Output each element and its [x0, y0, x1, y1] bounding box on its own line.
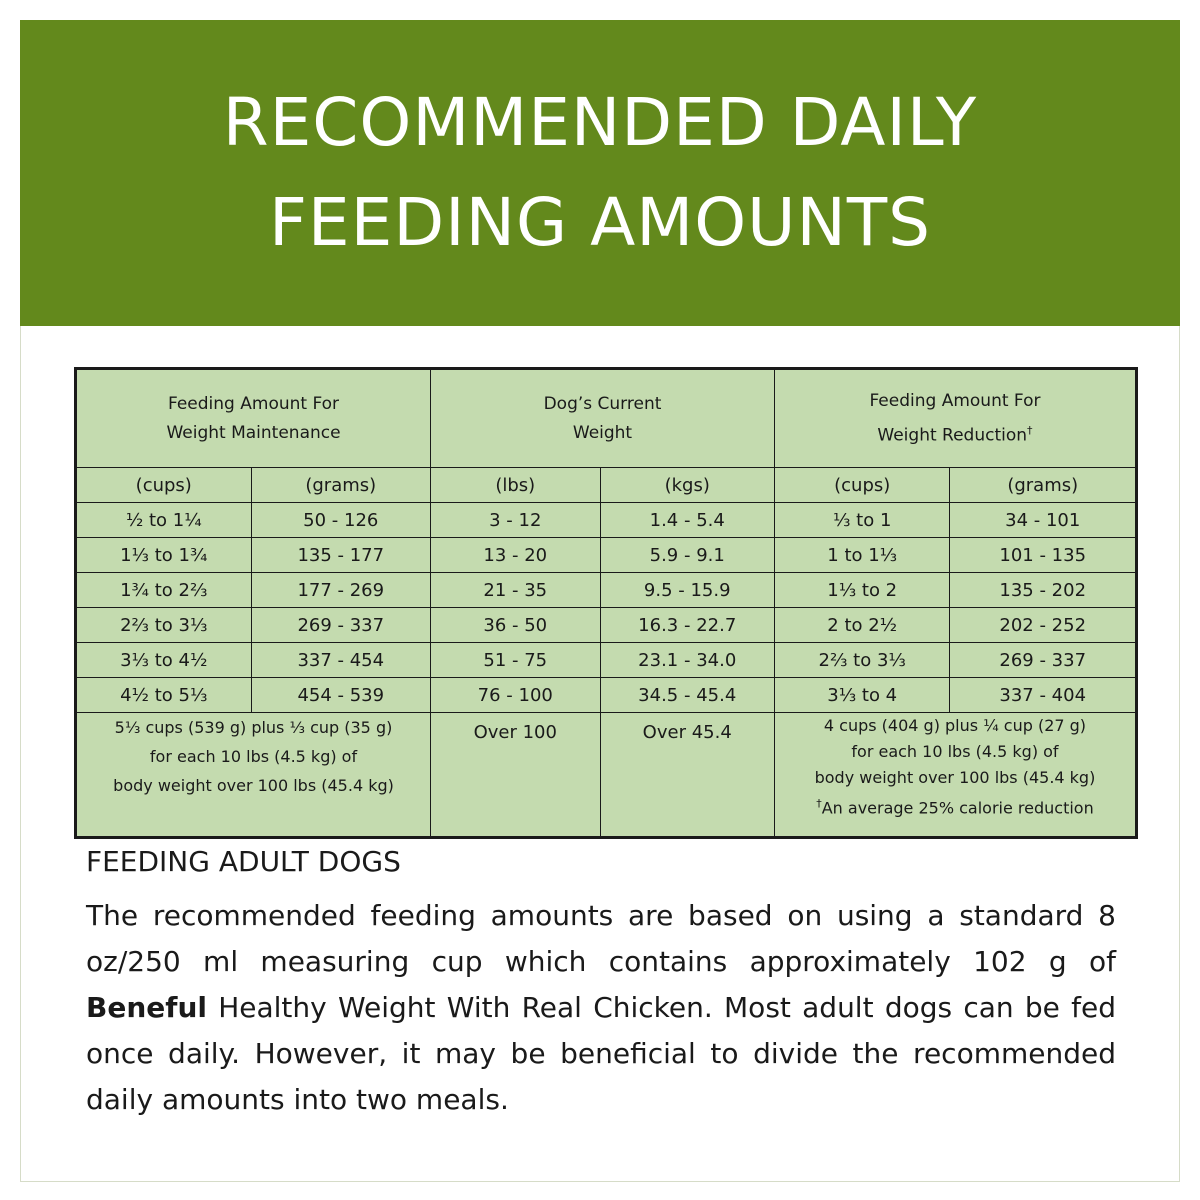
paragraph-text-1: The recommended feeding amounts are based on using a standard 8 oz/250 ml measuring cup which contains approximately 102 g of — [86, 899, 1116, 978]
table-cell: 21 - 35 — [431, 573, 600, 608]
table-cell: 177 - 269 — [251, 573, 431, 608]
unit-lbs: (lbs) — [431, 468, 600, 503]
maintenance-note-line-3: body weight over 100 lbs (45.4 kg) — [113, 776, 394, 795]
unit-grams: (grams) — [251, 468, 431, 503]
footnote-text: An average 25% calorie reduction — [821, 798, 1094, 818]
reduction-note-line-1: 4 cups (404 g) plus ¼ cup (27 g) — [823, 716, 1087, 735]
reduction-header-line-2 — [775, 416, 1135, 451]
table-cell: 1⅓ to 1¾ — [76, 538, 252, 573]
maintenance-over-100-note — [76, 713, 431, 838]
maintenance-note-line-2: for each 10 lbs (4.5 kg) of — [149, 747, 358, 766]
maintenance-note-line-1: 5⅓ cups (539 g) plus ⅓ cup (35 g) — [114, 718, 393, 737]
banner-title-line-2: FEEDING AMOUNTS — [268, 184, 932, 261]
table-cell: 1⅓ to 2 — [774, 573, 950, 608]
table-cell: 454 - 539 — [251, 678, 431, 713]
weight-header-line-2: Weight — [572, 422, 633, 443]
unit-cups: (cups) — [76, 468, 252, 503]
table-footer-row — [76, 713, 1137, 838]
table-cell: 3 - 12 — [431, 503, 600, 538]
section-title: FEEDING ADULT DOGS — [86, 845, 401, 878]
table-row — [76, 573, 1137, 608]
table-cell: 9.5 - 15.9 — [600, 573, 774, 608]
table-cell: 34.5 - 45.4 — [600, 678, 774, 713]
calorie-reduction-footnote — [775, 791, 1135, 821]
weight-header-line-1: Dog’s Current — [543, 393, 662, 414]
table-cell: 2 to 2½ — [774, 608, 950, 643]
maintenance-header-line-2: Weight Maintenance — [166, 422, 341, 443]
over-lbs-cell: Over 100 — [431, 713, 600, 838]
table-cell: 5.9 - 9.1 — [600, 538, 774, 573]
unit-kgs: (kgs) — [600, 468, 774, 503]
table-cell: 135 - 202 — [950, 573, 1137, 608]
table-cell: 50 - 126 — [251, 503, 431, 538]
table-row — [76, 608, 1137, 643]
reduction-note-line-2: for each 10 lbs (4.5 kg) of — [851, 742, 1059, 761]
table-cell: 1.4 - 5.4 — [600, 503, 774, 538]
reduction-header-text: Weight Reduction — [877, 425, 1028, 446]
table-row — [76, 678, 1137, 713]
table-cell: 23.1 - 34.0 — [600, 643, 774, 678]
table-cell: 3⅓ to 4 — [774, 678, 950, 713]
brand-name: Beneful — [86, 991, 207, 1024]
table-cell: 36 - 50 — [431, 608, 600, 643]
table-cell: 1 to 1⅓ — [774, 538, 950, 573]
reduction-group-header — [774, 369, 1136, 468]
unit-grams-reduction: (grams) — [950, 468, 1137, 503]
table-cell: ½ to 1¼ — [76, 503, 252, 538]
table-cell: 13 - 20 — [431, 538, 600, 573]
table-row — [76, 643, 1137, 678]
table-cell: 135 - 177 — [251, 538, 431, 573]
banner-title-line-1: RECOMMENDED DAILY — [222, 84, 978, 161]
table-cell: 202 - 252 — [950, 608, 1137, 643]
title-banner — [20, 20, 1180, 326]
over-kgs-cell: Over 45.4 — [600, 713, 774, 838]
table-cell: 76 - 100 — [431, 678, 600, 713]
reduction-over-100-note — [774, 713, 1136, 838]
table-cell: 337 - 454 — [251, 643, 431, 678]
table-cell: 2⅔ to 3⅓ — [76, 608, 252, 643]
feeding-table — [74, 367, 1138, 839]
table-cell: ⅓ to 1 — [774, 503, 950, 538]
table-cell: 337 - 404 — [950, 678, 1137, 713]
feeding-paragraph — [86, 893, 1116, 1123]
maintenance-group-header — [76, 369, 431, 468]
table-row — [76, 538, 1137, 573]
reduction-header-line-1: Feeding Amount For — [869, 390, 1041, 411]
table-cell: 101 - 135 — [950, 538, 1137, 573]
unit-cups-reduction: (cups) — [774, 468, 950, 503]
dagger-mark: † — [816, 797, 822, 810]
table-cell: 34 - 101 — [950, 503, 1137, 538]
table-units-row — [76, 468, 1137, 503]
table-cell: 4½ to 5⅓ — [76, 678, 252, 713]
table-cell: 51 - 75 — [431, 643, 600, 678]
dagger-mark: † — [1027, 423, 1033, 437]
maintenance-header-line-1: Feeding Amount For — [168, 393, 340, 414]
table-cell: 16.3 - 22.7 — [600, 608, 774, 643]
reduction-note-line-3: body weight over 100 lbs (45.4 kg) — [814, 768, 1096, 787]
table-cell: 269 - 337 — [950, 643, 1137, 678]
paragraph-text-2: Healthy Weight With Real Chicken. Most adult dogs can be fed once daily. However, it may be beneficial to divide the recommended daily amounts into two meals. — [86, 991, 1116, 1116]
table-cell: 1¾ to 2⅔ — [76, 573, 252, 608]
weight-group-header — [431, 369, 775, 468]
table-cell: 269 - 337 — [251, 608, 431, 643]
table-cell: 2⅔ to 3⅓ — [774, 643, 950, 678]
table-row — [76, 503, 1137, 538]
table-cell: 3⅓ to 4½ — [76, 643, 252, 678]
table-group-header-row — [76, 369, 1137, 468]
